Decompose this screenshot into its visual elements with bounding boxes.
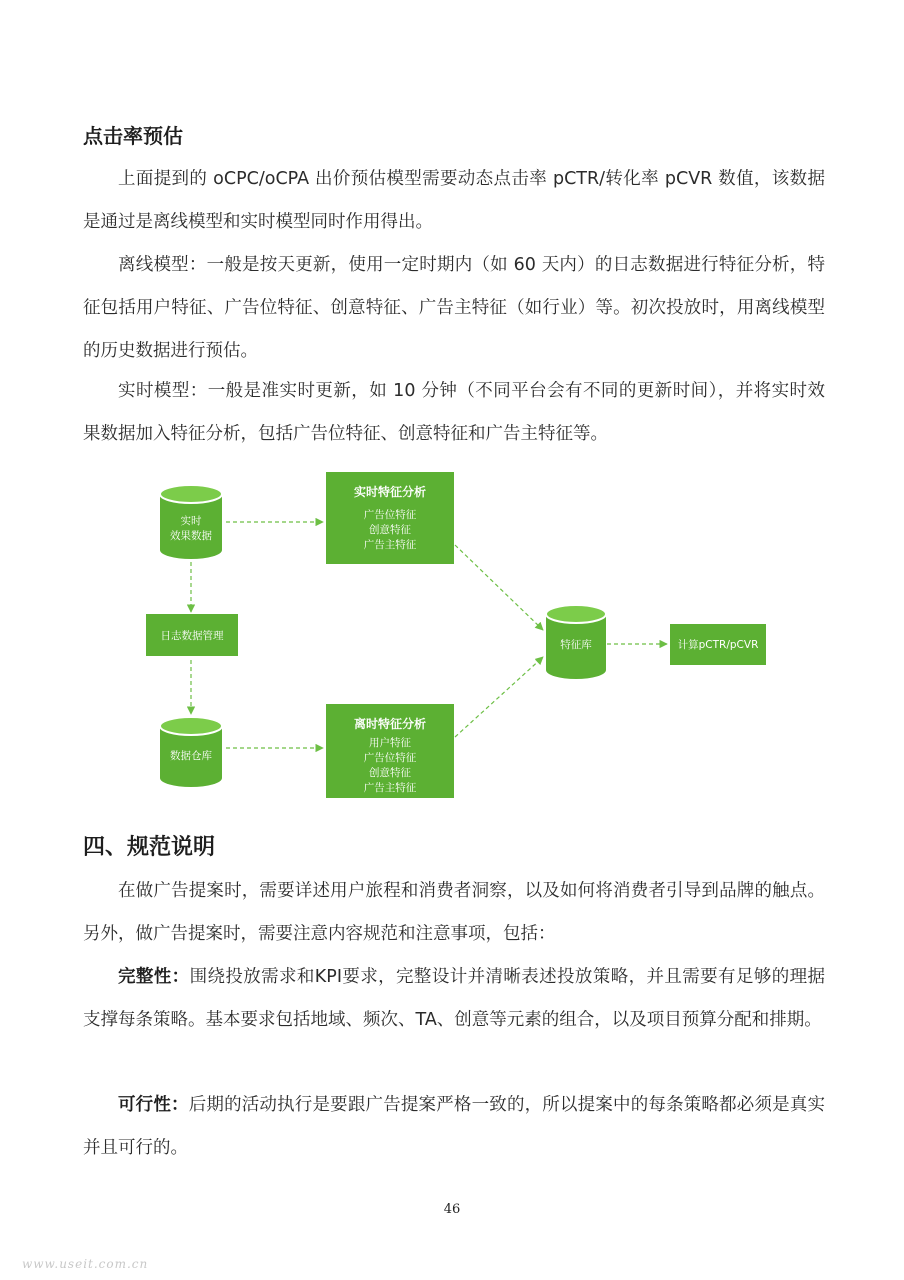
offline-analysis-item: 创意特征 <box>369 767 411 779</box>
realtime-data-cylinder <box>160 485 222 559</box>
realtime-data-label-2: 效果数据 <box>170 530 212 542</box>
section-heading-guidelines: 四、规范说明 <box>83 835 216 860</box>
feasibility-text: 后期的活动执行是要跟广告提案严格一致的，所以提案中的每条策略都必须是真实并且可行的。 <box>83 1095 825 1158</box>
ctr-flow-diagram <box>0 460 904 810</box>
log-management-box <box>146 614 238 656</box>
arrow-realtime-analysis-to-store <box>455 545 543 630</box>
log-management-label: 日志数据管理 <box>160 630 224 642</box>
completeness-label: 完整性： <box>118 967 190 987</box>
arrow-offline-analysis-to-store <box>455 657 543 737</box>
offline-analysis-item: 广告主特征 <box>363 782 417 794</box>
feature-store-label: 特征库 <box>560 639 592 651</box>
realtime-analysis-item: 广告主特征 <box>363 539 417 551</box>
offline-analysis-box <box>326 704 454 798</box>
realtime-data-label-1: 实时 <box>180 515 202 527</box>
realtime-analysis-title: 实时特征分析 <box>353 485 427 499</box>
compute-pctr-label: 计算pCTR/pCVR <box>677 639 759 651</box>
paragraph-feasibility <box>83 1084 825 1170</box>
realtime-analysis-item: 广告位特征 <box>363 509 417 521</box>
feature-store-cylinder <box>546 605 606 679</box>
offline-analysis-item: 用户特征 <box>369 737 411 749</box>
data-warehouse-label: 数据仓库 <box>170 750 212 762</box>
offline-analysis-title: 离时特征分析 <box>353 717 427 731</box>
compute-pctr-box <box>670 624 766 665</box>
realtime-analysis-box <box>326 472 454 564</box>
paragraph-realtime-model: 实时模型：一般是准实时更新，如 10 分钟（不同平台会有不同的更新时间），并将实时效果数据加入特征分析，包括广告位特征、创意特征和广告主特征等。 <box>83 381 826 444</box>
paragraph-intro: 上面提到的 oCPC/oCPA 出价预估模型需要动态点击率 pCTR/转化率 pCVR 数值，该数据是通过是离线模型和实时模型同时作用得出。 <box>83 169 825 232</box>
paragraph-completeness <box>83 956 825 1042</box>
realtime-analysis-item: 创意特征 <box>369 524 411 536</box>
data-warehouse-cylinder <box>160 717 222 787</box>
paragraph-guidelines-intro: 在做广告提案时，需要详述用户旅程和消费者洞察，以及如何将消费者引导到品牌的触点。另外，做广告提案时，需要注意内容规范和注意事项，包括： <box>83 881 825 944</box>
watermark: www.useit.com.cn <box>22 1257 149 1271</box>
page-number: 46 <box>443 1202 461 1217</box>
section-heading-ctr: 点击率预估 <box>83 124 183 148</box>
completeness-text: 围绕投放需求和KPI要求，完整设计并清晰表述投放策略，并且需要有足够的理据支撑每条策略。基本要求包括地域、频次、TA、创意等元素的组合，以及项目预算分配和排期。 <box>83 967 826 1030</box>
offline-analysis-item: 广告位特征 <box>363 752 417 764</box>
feasibility-label: 可行性： <box>118 1095 189 1115</box>
paragraph-offline-model: 离线模型：一般是按天更新，使用一定时期内（如 60 天内）的日志数据进行特征分析，特征包括用户特征、广告位特征、创意特征、广告主特征（如行业）等。初次投放时，用离线模型的历史数据进行预估。 <box>83 255 825 361</box>
